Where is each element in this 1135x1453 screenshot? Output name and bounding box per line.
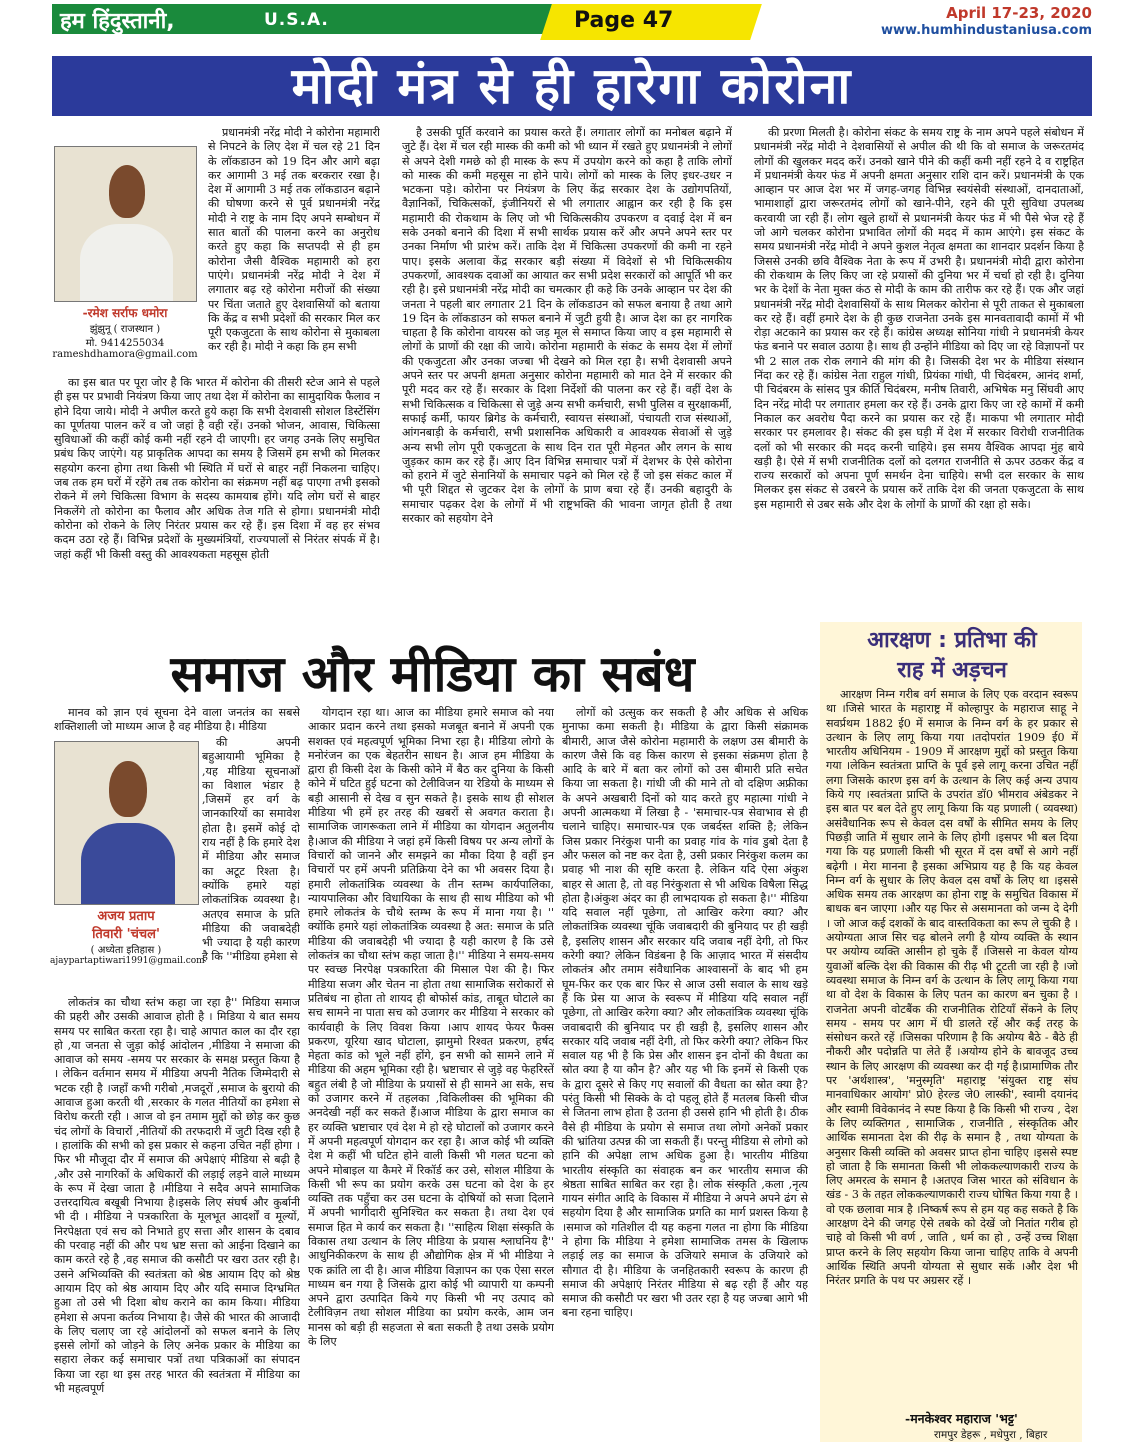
article2-column1-top — [54, 706, 300, 736]
article3-author-place: रामपुर डेहरू , मधेपुरा , बिहार — [934, 1429, 1048, 1441]
article2-paragraph: लोकतंत्र का चौथा स्तंभ कहा जा रहा है'' मिडिया समाज की प्रहरी और उसकी आवाज होती है । मिडिया ये बात समय समय पर साबित करता रहा है। चाहे आपात काल का दौर रहा हो ,या जनता से जुड़ा कोई आंदोलन ,मीडिया ने समाजा की आवाज को समय -समय पर सरकार के समक्ष प्रस्तुत किया है । लेकिन वर्तमान समय में मीडिया अपनी नैतिक जिम्मेदारी से भटक रही है ।जहाँ कभी गरीबो ,मजदूरों ,समाज के बुरायो की आवाज हुआ करती थी ,सरकार के गलत नीतियों का हमेशा से विरोध करती रही । आज वो इन तमाम मुद्दों को छोड़ कर कुछ चंद लोगों के विचारों ,नीतियों की तरफदारी में जुटी दिख रही है । हालांकि की सभी को इस प्रकार से कहना उचित नहीं होगा ।फिर भी मौजूदा दौर में समाज की अपेक्षाएं मीडिया से बढ़ी है ,और उसे नागरिकों के अधिकारों की लड़ाई लड़ने वाले माध्यम के रूप में देखा जाता है ।मीडिया ने सदैव अपने सामाजिक उत्तरदायित्व बखूबी निभाया है।इसके लिए संघर्ष और कुर्बानी भी दी । मीडिया ने पत्रकारिता के मूलभूत आदर्शों व मूल्यों, निरपेक्षता एवं सच को निभाते हुए सत्ता और शासन के दबाव की परवाह नहीं की और पथ भ्रष्ट सत्ता को आईना दिखाने का काम करते रहे है ,वह समाज की कसौटी पर खरा उतर रही है। उसने अभिव्यक्ति की स्वतंत्रता को श्रेष्ठ आयाम दिए को श्रेष्ठ आयाम दिए को श्रेष्ठ आयाम दिए और यदि समाज दिग्भ्रमित हुआ तो उसे भी दिशा बोध कराने का काम किया। मीडिया हमेशा से अपना कर्तव्य निभाया है। जैसे की भारत की आजादी के लिए चलाए जा रहे आंदोलनों को सफल बनाने के लिए इससे लोगों को जोड़ने के लिए अनेक प्रकार के मीडिया का सहारा लेकर कई समाचार पत्रों तथा पत्रिकाओं का संपादन किया जा रहा था इस तरह भारत की स्वतंत्रता में मीडिया का भी महत्वपूर्ण — [54, 996, 300, 1396]
masthead-region: U.S.A. — [264, 10, 329, 30]
masthead-title: हम हिंदुस्तानी, — [60, 9, 175, 34]
article2-paragraph: योगदान रहा था। आज का मीडिया हमारे समाज को नया आकार प्रदान करने तथा इसको मजबूत बनाने में अपनी एक सशक्त एवं महत्वपूर्ण भूमिका निभा रहा है। मीडिया लोगो के मनोरंजन का एक बेहतरीन साधन है। आज हम मीडिया के द्वारा ही किसी देश के किसी कोने में बैठ कर दुनिया के किसी कोने में घटित हुई घटना को टेलीविजन या रेडियो के माध्यम से बड़ी आसानी से देख व सुन सकते है। इसके साथ ही सोशल मीडिया भी हमें हर तरह की खबरों से अवगत कराता है। सामाजिक जागरूकता लाने में मीडिया का योगदान अतुलनीय है।आज की मीडिया ने जहां हमें किसी विषय पर अन्य लोगों के विचारों को जानने और समझने का मौका दिया है वहीं इन विचारों पर हमें अपनी प्रतिक्रिया देने का भी अवसर दिया है। हमारी लोकतांत्रिक व्यवस्था के तीन स्तम्भ कार्यपालिका, न्यायपालिका और विधायिका के साथ ही साथ मीडिया को भी हमारे लोकतंत्र के चौथे स्तम्भ के रूप में माना गया है। '' क्योंकि हमारे यहां लोकतांत्रिक व्यवस्था है अत: समाज के प्रति मीडिया की जवाबदेही भी ज्यादा है यही कारण है कि उसे लोकतंत्र का चौथा स्तंभ कहा जाता है।'' मीडिया ने समय-समय पर स्वच्छ निरपेक्ष पत्रकारिता की मिसाल पेश की है। फिर मीडिया सजग और चेतन ना होता तथा सामाजिक सरोकारों से प्रतिबंध ना होता तो शायद ही बोफोर्स कांड, ताबूत घोटाले का सच सामने ना पाता सच को उजागर कर मीडिया ने सरकार को कार्यवाही के लिए विवश किया ।आप शायद फेयर फैक्स प्रकरण, यूरिया खाद घोटाला, झामुमो रिश्वत प्रकरण, हर्षद मेहता कांड को भूले नहीं होंगे, इन सभी को सामने लाने में मीडिया की अहम भूमिका रही है। भ्रष्टाचार से जुड़े वह फेहरिस्तें बहुत लंबी है जो मीडिया के प्रयासों से ही सामने आ सके, सच को उजागर करने में तहलका ,विकिलीक्स की भूमिका की अनदेखी नहीं कर सकते हैं।आज मीडिया के द्वारा समाज का हर व्यक्ति भ्रष्टाचार एवं देश मे हो रहे घोटालों को उजागर करने में अपनी महत्वपूर्ण योगदान कर रहा है। आज कोई भी व्यक्ति देश मे कहीं भी घटित होने वाली किसी भी गलत घटना को अपने मोबाइल या कैमरे में रिकॉर्ड कर उसे, सोशल मीडिया के किसी भी रूप का प्रयोग करके उस घटना को देश के हर व्यक्ति तक पहुँचा कर उस घटना के दोषियों को सजा दिलाने में अपनी भागीदारी सुनिश्चित कर सकता है। तथा देश एवं समाज हित मे कार्य कर सकता है। ''साहित्य शिक्षा संस्कृति के विकास तथा उत्थान के लिए मीडिया के प्रयास श्लाघनिय है'' आधुनिकीकरण के साथ ही औद्योगिक क्षेत्र में भी मीडिया ने एक क्रांति ला दी है। आज मीडिया विज्ञापन का एक ऐसा सरल माध्यम बन गया है जिसके द्वारा कोई भी व्यापारी या कम्पनी अपने द्वारा उत्पादित किये गए किसी भी नए उत्पाद को टेलीविज़न तथा सोशल मीडिया का प्रयोग करके, आम जन मानस को बड़ी ही सहजता से बता सकती है तथा उसके प्रयोग के लिए — [308, 706, 554, 1349]
article1-column3 — [754, 126, 1084, 614]
article1-headline: मोदी मंत्र से ही हारेगा कोरोना — [52, 56, 1092, 116]
masthead-green-band — [52, 4, 592, 34]
article2-paragraph: लोगों को उत्सुक कर सकती है और अधिक से अधिक मुनाफा कमा सकती है। मीडिया के द्वारा किसी संक्रामक बीमारी, आज जैसे कोरोना महामारी के लक्षण उस बीमारी के कारण जैसे कि वह किस कारण से इसका संक्रमण होता है आदि के बारे में बता कर लोगों को उस बीमारी प्रति सचेत किया जा सकता है। गांधी जी की माने तो वो दक्षिण अफ्रीका के अपने अखबारी दिनों को याद करते हुए महात्मा गांधी ने अपनी आत्मकथा में लिखा है - 'समाचार-पत्र सेवाभाव से ही चलाने चाहिए। समाचार-पत्र एक जबर्दस्त शक्ति है; लेकिन जिस प्रकार निरंकुश पानी का प्रवाह गांव के गांव डुबो देता है और फसल को नष्ट कर देता है, उसी प्रकार निरंकुश कलम का प्रवाह भी नाश की सृष्टि करता है. लेकिन यदि ऐसा अंकुश बाहर से आता है, तो वह निरंकुशता से भी अधिक विषैला सिद्ध होता है।अंकुश अंदर का ही लाभदायक हो सकता है।'' मीडिया यदि सवाल नहीं पूछेगा, तो आखिर करेगा क्या? और लोकतांत्रिक व्यवस्था चूंकि जवाबदारी की बुनियाद पर ही खड़ी है, इसलिए शासन और सरकार यदि जवाब नहीं देगी, तो फिर करेगी क्या? लेकिन विडंबना है कि आज़ाद भारत में संसदीय लोकतंत्र और तमाम संवैधानिक आश्वासनों के बाद भी हम घूम-फिर कर एक बार फिर से आज उसी सवाल के साथ खड़े हैं कि प्रेस या आज के स्वरूप में मीडिया यदि सवाल नहीं पूछेगा, तो आखिर करेगा क्या? और लोकतांत्रिक व्यवस्था चूंकि जवाबदारी की बुनियाद पर ही खड़ी है, इसलिए शासन और सरकार यदि जवाब नहीं देगी, तो फिर करेगी क्या? लेकिन फिर सवाल यह भी है कि प्रेस और शासन इन दोनों की वैधता का स्रोत क्या है या कौन है? और यह भी कि इनमें से किसी एक के द्वारा दूसरे से किए गए सवालों की वैधता का स्रोत क्या है? परंतु किसी भी सिक्के के दो पहलू होते हैं मतलब किसी चीज से जितना लाभ होता है उतना ही उससे हानि भी होती है। ठीक वैसे ही मीडिया के प्रयोग से समाज तथा लोगो अनेकों प्रकार की भ्रांतिया उत्पन्न की जा सकती हैं। परन्तु मीडिया से लोगो को हानि की अपेक्षा लाभ अधिक हुआ है। भारतीय मीडिया भारतीय संस्कृति का संवाहक बन कर भारतीय समाज की श्रेष्ठता साबित साबित कर रहा है। लोक संस्कृति ,कला ,नृत्य गायन संगीत आदि के विकास में मीडिया ने अपने अपने ढंग से सहयोग दिया है और सामाजिक प्रगति का मार्ग प्रशस्त किया है ।समाज को गतिशील दी यह कहना गलत ना होगा कि मीडिया ने होगा कि मीडिया ने हमेशा सामाजिक तमस के खिलाफ लड़ाई लड़ का समाज के उजियारे समाज के उजियारे को सौगात दी है। मीडिया के जनहितकारी स्वरूप के कारण ही समाज की अपेक्षाएं निरंतर मीडिया से बढ़ रही हैं और यह समाज की कसौटी पर खरा भी उतर रहा है यह जज्बा आगे भी बना रहना चाहिए। — [562, 706, 808, 1320]
article3-author: -मनकेश्वर महाराज 'भट्ट' — [905, 1411, 1018, 1426]
author-photo-ramesh — [54, 146, 197, 302]
article3-headline — [824, 626, 1080, 686]
article2-column2 — [308, 706, 554, 1444]
article1-column1-top — [208, 126, 380, 374]
masthead-bar — [52, 4, 1092, 42]
author-email: rameshdhamora@gmail.com — [52, 349, 198, 360]
author-name: -रमेश सर्राफ धमोरा — [82, 306, 168, 320]
author-name-line1: अजय प्रताप — [97, 909, 155, 924]
article3-headline-line2: राह में अड़चन — [897, 658, 1007, 683]
article3-paragraph: आरक्षण निम्न गरीब वर्ग समाज के लिए एक वरदान स्वरूप था ।जिसे भारत के महाराष्ट्र में कोल्हापुर के महाराज साहू ने सवर्प्रथम 1882 ई0 में समाज के निम्न वर्ग के हर प्रकार से उत्थान के लिए लागू किया गया ।तदोपरांत 1909 ई0 में भारतीय अधिनियम - 1909 में आरक्षण मुद्दों को प्रस्तुत किया गया ।लेकिन स्वतंत्रता प्राप्ति के पूर्व इसे लागू करना उचित नहीं लगा जिसके कारण इस वर्ग के उत्थान के लिए कई अन्य उपाय किये गए ।स्वतंत्रता प्राप्ति के उपरांत डॉ0 भीमराव अंबेडकर ने इस बात पर बल देते हुए लागू किया कि यह प्रणाली ( व्यवस्था) असंवैधानिक रूप से केवल दस वर्षों के सीमित समय के लिए पिछड़ी जाति में सुधार लाने के लिए होगी ।इसपर भी बल दिया गया कि यह प्रणाली किसी भी सूरत में दस वर्षों से आगे नहीं बढ़ेगी । मेरा मानना है इसका अभिप्राय यह है कि यह केवल निम्न वर्ग के सुधार के लिए केवल दस वर्षों के लिए था ।इससे अधिक समय तक आरक्षण का होना राष्ट्र के समुचित विकास में बाधक बन जाएगा ।और यह फिर से असमानता को जन्म दे देगी । जो आज कई दशकों के बाद वास्तविकता का रूप ले चुकी है ।अयोग्यता आज सिर चढ़ बोलने लगी है योग्य व्यक्ति के स्थान पर अयोग्य व्यक्ति आसीन हो चुके हैं ।जिससे ना केवल योग्य युवाओं बल्कि देश की विकास की रीढ़ भी टूटती जा रही है ।जो व्यवस्था समाज के निम्न वर्ग के उत्थान के लिए लागू किया गया था वो देश के विकास के लिए पतन का कारण बन चुका है ।राजनेता अपनी वोटबैंक की राजनीतिक रोटियाँ सेंकने के लिए समय - समय पर आग में घी डालते रहें और कई तरह के संसोधन करते रहें ।जिसका परिणाम है कि अयोग्य बैठे - बैठे ही नौकरी और पदोन्नति पा लेते हैं ।अयोग्य होने के बावजूद उच्च स्थान के लिए आरक्षण की व्यवस्था कर दी गई है।प्रामाणिक तौर पर 'अर्थशास्त्र', 'मनुस्मृति' महाराष्ट्र 'संयुक्त राष्ट्र संघ मानवाधिकार आयोग' प्रो0 हेरल्ड जे0 लास्की', स्वामी दयानंद और स्वामी विवेकानंद ने स्पष्ट किया है कि किसी भी राज्य , देश के लिए व्यक्तिगत , सामाजिक , राजनीति , संस्कृतिक और आर्थिक समानता देश की रीढ़ के समान है , तथा योग्यता के अनुसार किसी व्यक्ति को अवसर प्राप्त होना चाहिए ।इससे स्पष्ट हो जाता है कि समानता किसी भी लोककल्याणकारी राज्य के लिए अमरत्व के समान है ।अतएव जिस भारत को संविधान के खंड - 3 के तहत लोककल्याणकारी राज्य घोषित किया गया है ।वो एक छलावा मात्र है ।निष्कर्ष रूप से हम यह कह सकते है कि आरक्षण देने की जगह ऐसे तबके को देखें जो नितांत गरीब हो चाहे वो किसी भी वर्ण , जाति , धर्म का हो , उन्हें उच्च शिक्षा प्राप्त करने के लिए सहयोग किया जाना चाहिए ताकि वे अपनी आर्थिक स्थिति अपनी योग्यता से सुधार सकें ।और देश भी निरंतर प्रगति के पथ पर अग्रसर रहें । — [826, 688, 1078, 1288]
author-name-line2: तिवारी 'चंचल' — [92, 927, 160, 942]
article1-column2 — [402, 126, 732, 614]
page-number: Page 47 — [574, 8, 674, 33]
article2-column1-bottom — [54, 996, 300, 1444]
article2-headline: समाज और मीडिया का सबंध — [170, 645, 695, 703]
article3-body — [826, 688, 1078, 1406]
article2-paragraph: की अपनी बहुआयामी भूमिका है ,यह मीडिया सूचनाओं का विशाल भंडार है ,जिसमें हर वर्ग के जानकारियों का समावेश होता है। इसमें कोई दो राय नहीं है कि हमारे देश में मीडिया और समाज का अटूट रिश्ता है। क्योंकि हमारे यहां लोकतांत्रिक व्यवस्था है।अतएव समाज के प्रति मीडिया की जवाबदेही भी ज्यादा है यही कारण है कि ''मीडिया हमेशा से — [202, 736, 300, 964]
article2-column1-mid — [202, 736, 300, 994]
author-email: ajaypartaptiwari1991@gmail.com — [50, 956, 205, 966]
portrait-body — [80, 224, 173, 302]
article2-paragraph: मानव को ज्ञान एवं सूचना देने वाला जनतंत्र का सबसे शक्तिशाली जो माध्यम आज है वह मीडिया है। मीडिया — [54, 706, 300, 734]
author-caption-ramesh — [50, 304, 200, 360]
article1-paragraph: का इस बात पर पूरा जोर है कि भारत में कोरोना की तीसरी स्टेज आने से पहले ही इस पर प्रभावी नियंत्रण किया जाए तथा देश में कोरोना का सामुदायिक फैलाव न होने दिया जाये। मोदी ने अपील करते हुये कहा कि सभी देशवासी सोशल डिस्टेंसिंग का पूर्णतया पालन करें व जो जहां है वही रहें। उनको भोजन, आवास, चिकित्सा सुविधाओं की कहीं कोई कमी नहीं रहने दी जाएगी। हर जगह उनके लिए समुचित प्रबंध किए जाएंगे। यह प्राकृतिक आपदा का समय है जिसमें हम सभी को मिलकर सहयोग करना होगा तथा किसी भी स्थिति में घरों से बाहर नहीं निकलना चाहिए। जब तक हम घरों में रहेंगे तब तक कोरोना का संक्रमण नहीं बढ़ पाएगा तभी इसको रोकने में लगे चिकित्सा विभाग के सदस्य कामयाब होंगे। यदि लोग घरों से बाहर निकलेंगे तो कोरोना का फैलाव और अधिक तेज गति से होगा। प्रधानमंत्री मोदी कोरोना को रोकने के लिए निरंतर प्रयास कर रहे हैं। इस दिशा में वह हर संभव कदम उठा रहे हैं। विभिन्न प्रदेशों के मुख्यमंत्रियों, राज्यपालों से निरंतर संपर्क में है। जहां कहीं भी किसी वस्तु की आवश्यकता महसूस होती — [54, 376, 380, 561]
author-caption-ajay — [50, 906, 205, 966]
portrait-head — [109, 165, 146, 217]
portrait-body — [81, 823, 175, 905]
issue-date: April 17-23, 2020 — [946, 4, 1092, 22]
website-link[interactable]: www.humhindustaniusa.com — [880, 23, 1092, 38]
author-place: झुंझुनू ( राजस्थान ) — [89, 324, 161, 335]
article1-paragraph: की प्ररणा मिलती है। कोरोना संकट के समय राष्ट्र के नाम अपने पहले संबोधन में प्रधानमंत्री नरेंद्र मोदी ने देशवासियों से अपील की थी कि वो समाज के जरूरतमंद लोगों की खुलकर मदद करें। उनको खाने पीने की कहीं कमी नहीं रहने दे व राष्ट्रहित में प्रधानमंत्री केयर फंड में अपनी क्षमता अनुसार राशि दान करें। प्रधानमंत्री के एक आव्हान पर आज देश भर में जगह-जगह विभिन्न स्वयंसेवी संस्थाओं, दानदाताओं, भामाशाहों द्वारा जरूरतमंद लोगों को खाने-पीने, रहने की पूरी सुविधा उपलब्ध करवायी जा रही हैं। लोग खुले हाथों से प्रधानमंत्री केयर फंड में भी पैसे भेज रहे हैं जो आगे चलकर कोरोना प्रभावित लोगों की मदद में काम आएंगे। इस संकट के समय प्रधानमंत्री नरेंद्र मोदी ने अपने कुशल नेतृत्व क्षमता का शानदार प्रदर्शन किया है जिससे उनकी छवि वैश्विक नेता के रूप में उभरी है। प्रधानमंत्री मोदी द्वारा कोरोना की रोकथाम के लिए किए जा रहे प्रयासों की दुनिया भर में चर्चा हो रही है। दुनिया भर के देशों के नेता मुक्त कंठ से मोदी के काम की तारीफ कर रहे हैं। एक और जहां प्रधानमंत्री नरेंद्र मोदी देशवासियों के साथ मिलकर कोरोना से पूरी ताकत से मुकाबला कर रहे हैं। वहीं हमारे देश के ही कुछ राजनेता उनके इस मानवतावादी कामों में भी रोड़ा अटकाने का प्रयास कर रहे हैं। कांग्रेस अध्यक्ष सोनिया गांधी ने प्रधानमंत्री केयर फंड बनाने पर सवाल उठाया है। साथ ही उन्होंने मीडिया को दिए जा रहे विज्ञापनों पर भी 2 साल तक रोक लगाने की मांग की है। जिसकी देश भर के मीडिया संस्थान निंदा कर रहे हैं। कांग्रेस नेता राहुल गांधी, प्रियंका गांधी, पी चिदंबरम, आनंद शर्मा, पी चिदंबरम के सांसद पुत्र कीर्ति चिदंबरम, मनीष तिवारी, अभिषेक मनु सिंघवी आए दिन नरेंद्र मोदी पर लगातार हमला कर रहे हैं। उनके द्वारा किए जा रहे कामों में कमी निकाल कर अवरोध पैदा करने का प्रयास कर रहे हैं। माकपा भी लगातार मोदी सरकार पर हमलावर है। संकट की इस घड़ी में देश में सरकार विरोधी राजनीतिक दलों को भी सरकार की मदद करनी चाहिये। इस समय वैश्विक आपदा मुंह बाये खड़ी है। ऐसे में सभी राजनीतिक दलों को दलगत राजनीति से ऊपर उठकर केंद्र व राज्य सरकारों को अपना पूर्ण समर्थन देना चाहिये। सभी दल सरकार के साथ मिलकर इस संकट से उबरने के प्रयास करें ताकि देश की जनता एकजुटता के साथ इस महामारी से उबर सके और देश के लोगों के प्राणों की रक्षा हो सके। — [754, 126, 1084, 511]
article1-paragraph: प्रधानमंत्री नरेंद्र मोदी ने कोरोना महामारी से निपटने के लिए देश में चल रहे 21 दिन के लॉकडाउन को 19 दिन और आगे बढ़ा कर आगामी 3 मई तक बरकरार रखा है। देश में आगामी 3 मई तक लॉकडाउन बढ़ाने की घोषणा करने से पूर्व प्रधानमंत्री नरेंद्र मोदी ने राष्ट्र के नाम दिए अपने सम्बोधन में सात बातों की पालना करने का अनुरोध करते हुए कहा कि सप्तपदी से ही हम कोरोना जैसी वैश्विक महामारी को हरा पाएंगे। प्रधानमंत्री नरेंद्र मोदी ने देश में लगातार बढ़ रहे कोरोना मरीजों की संख्या पर चिंता जताते हुए देशवासियों को बताया कि केंद्र व सभी प्रदेशों की सरकार मिल कर पूरी एकजुटता के साथ कोरोना से मुकाबला कर रही है। मोदी ने कहा कि हम सभी — [208, 126, 380, 354]
author-phone: मो. 9414255034 — [85, 338, 165, 349]
article1-paragraph: है उसकी पूर्ति करवाने का प्रयास करते हैं। लगातार लोगों का मनोबल बढ़ाने में जुटे हैं। देश में चल रही मास्क की कमी को भी ध्यान में रखते हुए प्रधानमंत्री ने लोगों से अपने देशी गमछे को ही मास्क के रूप में उपयोग करने को कहा है ताकि लोगों को मास्क की कमी महसूस ना होने पाये। लोगों को मास्क के लिए इधर-उधर न भटकना पड़े। कोरोना पर नियंत्रण के लिए केंद्र सरकार देश के उद्योगपतियों, वैज्ञानिकों, चिकित्सकों, इंजीनियरों से भी लगातार आह्वान कर रही है कि इस महामारी की रोकथाम के लिए जो भी चिकित्सकीय उपकरण व दवाई देश में बन सके उनको बनाने की दिशा में सभी सार्थक प्रयास करें और अपने अपने स्तर पर उनका निर्माण भी प्रारंभ करें। ताकि देश में चिकित्सा उपकरणों की कमी ना रहने पाए। इसके अलावा केंद्र सरकार बड़ी संख्या में विदेशों से भी चिकित्सकीय उपकरणों, आवश्यक दवाओं का आयात कर सभी प्रदेश सरकारों को आपूर्ति भी कर रही है। इसे प्रधानमंत्री नरेंद्र मोदी का चमत्कार ही कहे कि उनके आव्हान पर देश की जनता ने पहली बार लगातार 21 दिन के लॉकडाउन को सफल बनाया है तथा आगे 19 दिन के लॉकडाउन को सफल बनाने में जुटी हुयी है। आज देश का हर नागरिक चाहता है कि कोरोना वायरस को जड़ मूल से समाप्त किया जाए व इस महामारी से लोगों के प्राणों की रक्षा की जाये। कोरोना महामारी के संकट के समय देश में लोगों की एकजुटता और उनका जज्बा भी देखने को मिल रहा है। सभी देशवासी अपने अपने स्तर पर अपनी क्षमता अनुसार कोरोना महामारी को मात देने में सरकार की पूरी मदद कर रहे हैं। सरकार के दिशा निर्देशों की पालना कर रहे हैं। वहीं देश के सभी चिकित्सक व चिकित्सा से जुड़े अन्य सभी कर्मचारी, सभी पुलिस व सुरक्षाकर्मी, सफाई कर्मी, फायर ब्रिगेड के कर्मचारी, स्वायत्त संस्थाओं, पंचायती राज संस्थाओं, आंगनबाड़ी के कर्मचारी, सभी प्रशासनिक अधिकारी व आवश्यक सेवाओं से जुड़े अन्य सभी लोग पूरी एकजुटता के साथ दिन रात पूरी मेहनत और लगन के साथ जुड़कर काम कर रहे हैं। आए दिन विभिन्न समाचार पत्रों में देशभर के ऐसे कोरोना को हराने में जुटे सेनानियों के समाचार पढ़ने को मिल रहे हैं जो इस संकट काल में भी पूरी शिद्दत से जुटकर देश के लोगों के प्राण बचा रहे हैं। उनकी बहादुरी के समाचार पढ़कर देश के लोगों में भी राष्ट्रभक्ति की भावना जागृत होती है तथा सरकार को सहयोग देने — [402, 126, 732, 526]
author-photo-ajay — [54, 741, 199, 905]
article2-column3 — [562, 706, 808, 1444]
article3-headline-line1: आरक्षण : प्रतिभा की — [867, 628, 1037, 653]
portrait-head — [109, 761, 146, 816]
author-note: ( अध्येता इतिहास ) — [90, 945, 162, 956]
article1-column1-bottom — [54, 376, 380, 614]
